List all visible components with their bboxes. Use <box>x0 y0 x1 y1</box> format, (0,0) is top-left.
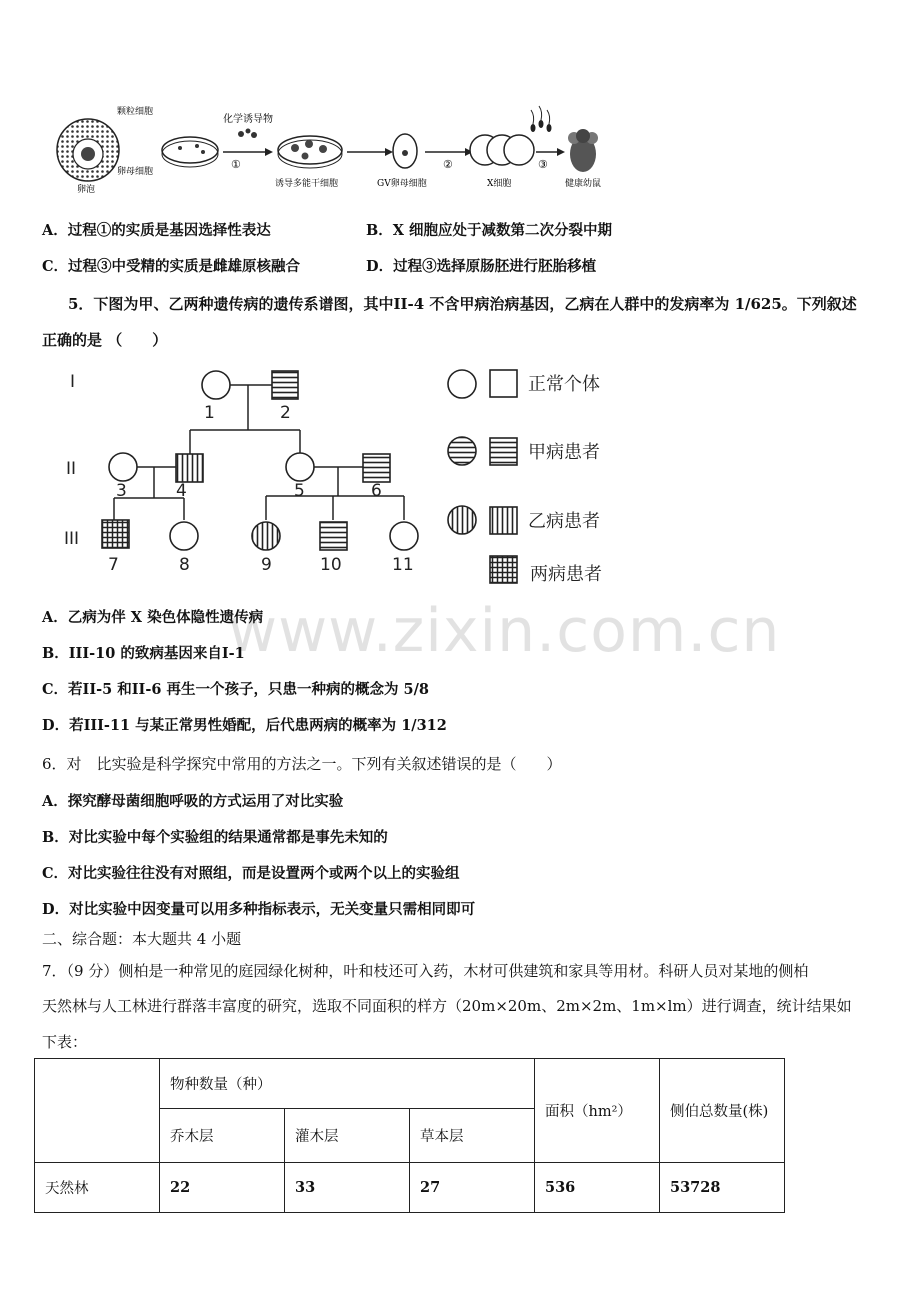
culture-dish-1 <box>162 137 218 167</box>
inducer-icon <box>238 129 257 139</box>
q6-stem: 6．对 比实验是科学探究中常用的方法之一。下列有关叙述错误的是（ ） <box>42 755 562 773</box>
culture-dish-2 <box>278 136 342 168</box>
step-2-label: ② <box>443 158 453 171</box>
mouse-icon <box>568 129 598 172</box>
id-5: 5 <box>294 481 305 501</box>
legend-both-label: 两病患者 <box>530 564 602 585</box>
id-1: 1 <box>204 403 215 423</box>
follicle-drawing <box>57 119 119 181</box>
gen-label-2: II <box>66 459 77 479</box>
q6-option-b: B．对比实验中每个实验组的结果通常都是事先未知的 <box>42 829 388 846</box>
section-2-heading: 二、综合题：本大题共 4 小题 <box>42 930 242 948</box>
q5-option-a: A．乙病为伴 X 染色体隐性遗传病 <box>42 609 264 626</box>
table-corner-cell <box>35 1059 160 1163</box>
id-7: 7 <box>108 555 119 575</box>
q4-option-d: D．过程③选择原肠胚进行胚胎移植 <box>366 258 597 275</box>
legend-both-male-icon <box>490 556 517 583</box>
step-3-label: ③ <box>538 158 548 171</box>
q7-table <box>34 1058 785 1213</box>
q6-option-d: D．对比实验中因变量可以用多种指标表示，无关变量只需相同即可 <box>42 901 476 918</box>
count-header: 侧伯总数量(株) <box>660 1059 785 1163</box>
legend-jia-female-icon <box>448 437 476 465</box>
gen-label-3: III <box>64 529 80 549</box>
legend-yi-male-icon <box>490 507 517 534</box>
q7-line-2: 天然林与人工林进行群落丰富度的研究，选取不同面积的样方（20m×20m、2m×2m、1m×lm）进行调查，统计结果如 <box>42 997 852 1015</box>
table-row <box>35 1163 785 1213</box>
arbor-header: 乔木层 <box>160 1109 285 1163</box>
inducer-label: 化学诱导物 <box>223 114 273 125</box>
q5-option-b: B．III-10 的致病基因来自I-1 <box>42 645 245 662</box>
pedigree-chart <box>50 360 630 590</box>
legend-jia-label: 甲病患者 <box>528 442 600 463</box>
individual-10 <box>320 522 347 550</box>
individual-4 <box>176 454 203 482</box>
q6-option-a: A．探究酵母菌细胞呼吸的方式运用了对比实验 <box>42 793 344 810</box>
individual-6 <box>363 454 390 482</box>
sperm-icons <box>531 106 552 132</box>
q5-stem-1: 5．下图为甲、乙两种遗传病的遗传系谱图，其中II-4 不含甲病治病基因，乙病在人群中的发病率为 1/625。下列叙述 <box>68 295 857 313</box>
gv-label: GV卵母细胞 <box>377 179 427 189</box>
oocyte-label: 卵母细胞 <box>117 167 154 177</box>
id-4: 4 <box>176 481 187 501</box>
legend-jia-male-icon <box>490 438 517 465</box>
id-6: 6 <box>371 481 382 501</box>
arbor-cell: 22 <box>160 1163 285 1213</box>
individual-9 <box>252 522 280 550</box>
row-name-cell: 天然林 <box>35 1163 160 1213</box>
q5-option-c: C．若II-5 和II-6 再生一个孩子，只患一种病的概念为 5/8 <box>42 681 430 698</box>
follicle-label: 卵泡 <box>77 185 96 194</box>
id-2: 2 <box>280 403 291 423</box>
species-header: 物种数量（种） <box>160 1059 535 1109</box>
q5-option-d: D．若III-11 与某正常男性婚配，后代患两病的概率为 1/312 <box>42 717 447 734</box>
individual-8 <box>170 522 198 550</box>
herb-header: 草本层 <box>410 1109 535 1163</box>
shrub-cell: 33 <box>285 1163 410 1213</box>
individual-11 <box>390 522 418 550</box>
q7-line-3: 下表： <box>42 1033 88 1051</box>
x-cells <box>470 135 534 165</box>
ipsc-label: 诱导多能干细胞 <box>275 179 339 189</box>
mouse-label: 健康幼鼠 <box>565 179 602 189</box>
shrub-header: 灌木层 <box>285 1109 410 1163</box>
id-3: 3 <box>116 481 127 501</box>
legend-yi-label: 乙病患者 <box>528 511 600 532</box>
individual-5 <box>286 453 314 481</box>
q4-option-c: C．过程③中受精的实质是雌雄原核融合 <box>42 258 301 275</box>
granulosa-label: 颗粒细胞 <box>117 107 154 117</box>
watermark: www.zixin.com.cn <box>228 596 781 666</box>
gen-label-1: I <box>70 372 76 392</box>
id-9: 9 <box>261 555 272 575</box>
legend-yi-female-icon <box>448 506 476 534</box>
individual-1 <box>202 371 230 399</box>
q4-option-b: B．X 细胞应处于减数第二次分裂中期 <box>366 222 613 239</box>
x-cell-label: X细胞 <box>487 179 512 189</box>
step-1-label: ① <box>231 158 241 171</box>
individual-7 <box>102 520 129 548</box>
legend-normal-male-icon <box>490 370 517 397</box>
gv-oocyte <box>393 134 417 168</box>
q6-option-c: C．对比实验往往没有对照组，而是设置两个或两个以上的实验组 <box>42 865 460 882</box>
process-figure <box>55 104 625 194</box>
legend-normal-female-icon <box>448 370 476 398</box>
q7-line-1: 7．（9 分）侧柏是一种常见的庭园绿化树种，叶和枝还可入药，木材可供建筑和家具等用材。科研人员对某地的侧柏 <box>42 962 809 980</box>
area-cell: 536 <box>535 1163 660 1213</box>
q5-stem-2: 正确的是 （ ） <box>42 331 168 349</box>
q4-option-a: A．过程①的实质是基因选择性表达 <box>42 222 271 239</box>
id-10: 10 <box>320 555 342 575</box>
area-header: 面积（hm²） <box>535 1059 660 1163</box>
individual-2 <box>272 371 298 399</box>
count-cell: 53728 <box>660 1163 785 1213</box>
id-11: 11 <box>392 555 414 575</box>
legend-normal-label: 正常个体 <box>528 374 600 395</box>
id-8: 8 <box>179 555 190 575</box>
herb-cell: 27 <box>410 1163 535 1213</box>
individual-3 <box>109 453 137 481</box>
